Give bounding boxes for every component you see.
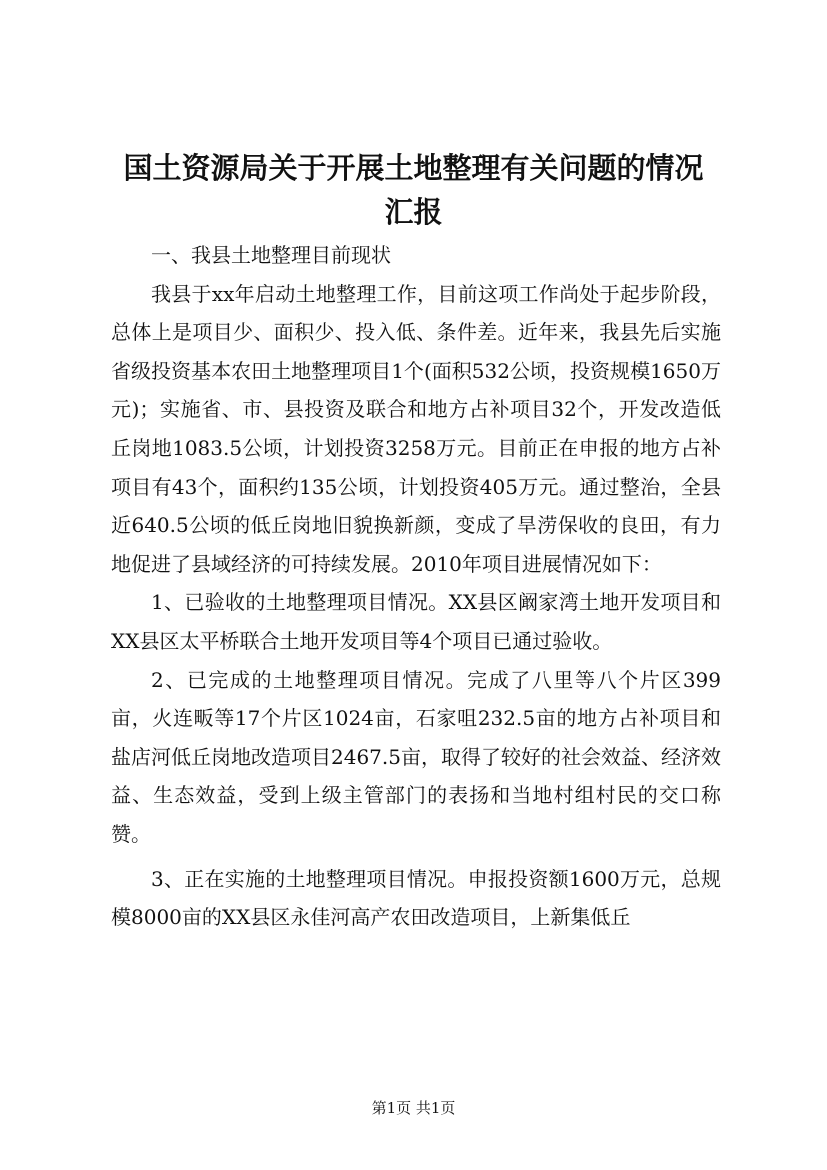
section-heading: 一、我县土地整理目前现状: [151, 243, 391, 267]
paragraph-ongoing-projects: 3、正在实施的土地整理项目情况。申报投资额1600万元，总规模8000亩的XX县区永佳河高产农田改造项目，上新集低丘: [111, 866, 721, 930]
document-title-line-2: 汇报: [384, 195, 443, 229]
paragraph-current-status: 我县于xx年启动土地整理工作，目前这项工作尚处于起步阶段，总体上是项目少、面积少、投入低、条件差。近年来，我县先后实施省级投资基本农田土地整理项目1个(面积532公顷，投资规模1650万元)；实施省、市、县投资及联合和地方占补项目32个，开发改造低丘岗地1083.5公顷，计划投资3258万元。目前正在申报的地方占补项目有43个，面积约135公顷，计划投资405万元。通过整治，全县近640.5公顷的低丘岗地旧貌换新颜，变成了旱涝保收的良田，有力地促进了县域经济的可持续发展。2010年项目进展情况如下：: [111, 281, 721, 576]
document-title-line-1: 国土资源局关于开展土地整理有关问题的情况: [123, 151, 704, 185]
page-footer: 第1页 共1页: [371, 1099, 456, 1117]
paragraph-accepted-projects: 1、已验收的土地整理项目情况。XX县区阚家湾土地开发项目和XX县区太平桥联合土地开发项目等4个项目已通过验收。: [111, 590, 721, 653]
document-body: [111, 236, 721, 937]
paragraph-completed-projects: 2、已完成的土地整理项目情况。完成了八里等八个片区399亩，火连畈等17个片区1024亩，石家咀232.5亩的地方占补项目和盐店河低丘岗地改造项目2467.5亩，取得了较好的社会效益、经济效益、生态效益，受到上级主管部门的表扬和当地村组村民的交口称赞。: [111, 667, 721, 846]
